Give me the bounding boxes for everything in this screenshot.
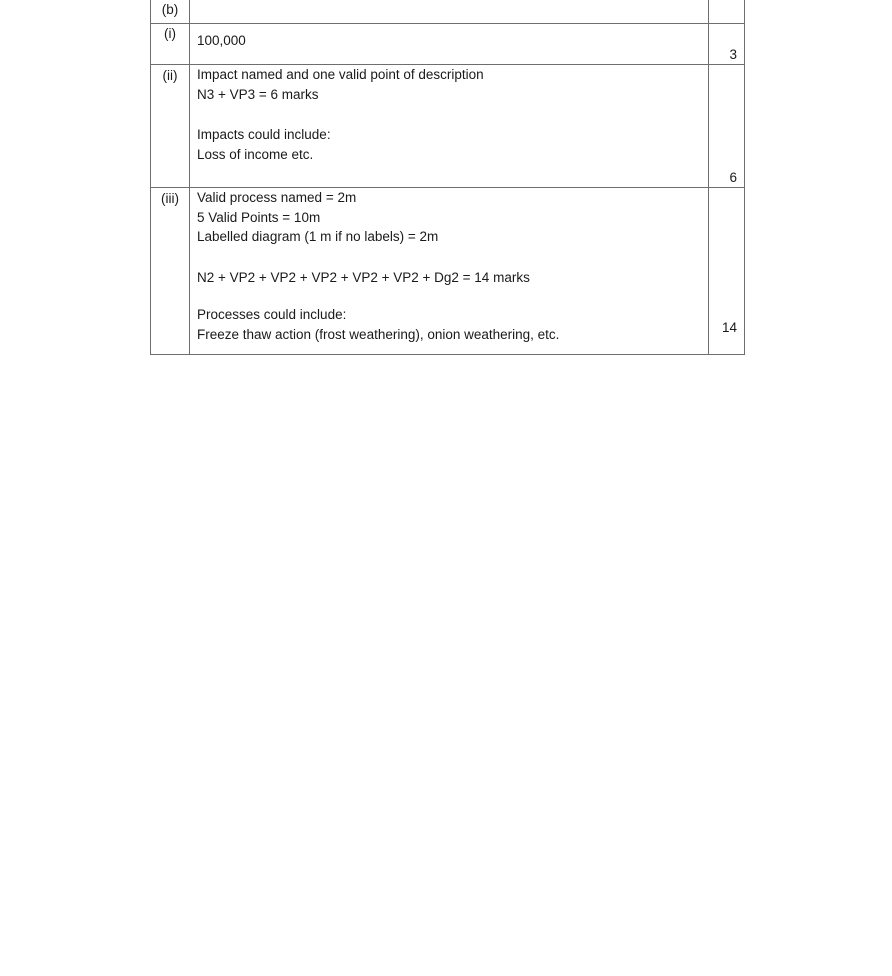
part-iii-line: Freeze thaw action (frost weathering), onion weathering, etc. [197,326,560,342]
part-iii-line: N2 + VP2 + VP2 + VP2 + VP2 + VP2 + Dg2 = 14 marks [197,269,530,285]
part-ii-content [190,65,709,188]
part-iii-content [190,188,709,355]
part-iii-marks: 14 [709,188,745,355]
part-ii-label: (ii) [151,65,190,188]
table-row-iii [151,188,745,355]
part-ii-line: N3 + VP3 = 6 marks [197,86,319,102]
part-iii-line: 5 Valid Points = 10m [197,209,321,225]
part-ii-line: Impacts could include: [197,127,331,142]
part-i-label: (i) [151,24,190,65]
table-row-i [151,24,745,65]
part-iii-line: Valid process named = 2m [197,190,357,205]
section-b-content [190,0,709,24]
table-row-ii [151,65,745,188]
section-b-marks [709,0,745,24]
part-ii-line: Loss of income etc. [197,146,314,162]
part-iii-line: Labelled diagram (1 m if no labels) = 2m [197,229,439,244]
part-iii-label: (iii) [151,188,190,355]
table-row-b [151,0,745,24]
marking-scheme-table [150,0,745,355]
part-i-marks: 3 [709,24,745,65]
part-i-answer-text: 100,000 [197,33,246,48]
part-i-answer [190,24,709,65]
section-b-label: (b) [151,0,190,24]
part-ii-line: Impact named and one valid point of description [197,67,484,82]
part-ii-marks: 6 [709,65,745,188]
part-iii-line: Processes could include: [197,307,347,322]
